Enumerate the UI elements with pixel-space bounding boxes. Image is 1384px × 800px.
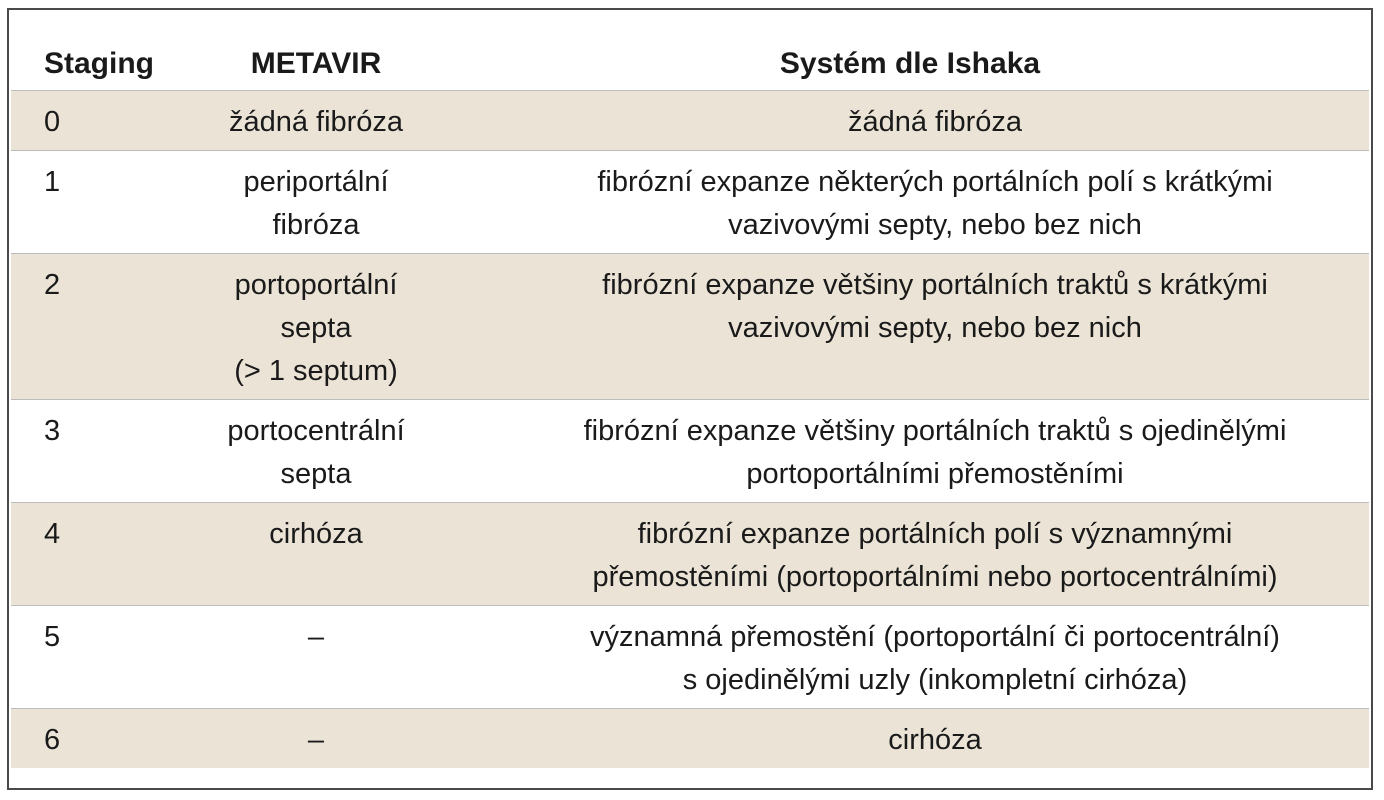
metavir-cell [211, 606, 481, 709]
metavir-line: (> 1 septum) [234, 355, 398, 387]
header-ishak: Systém dle Ishaka [779, 47, 1041, 80]
stage-cell: 0 [11, 91, 211, 151]
table-row [11, 151, 1369, 254]
metavir-line: septa [280, 312, 352, 344]
metavir-line: portoportální [234, 269, 398, 301]
ishak-line: s ojedinělými uzly (inkompletní cirhóza) [682, 664, 1188, 696]
ishak-cell [481, 709, 1369, 769]
stage-cell: 1 [11, 151, 211, 254]
stage-cell: 3 [11, 400, 211, 503]
ishak-line: přemostěními (portoportálními nebo portocentrálními) [592, 561, 1278, 593]
metavir-cell [211, 151, 481, 254]
ishak-line: fibrózní expanze většiny portálních traktů s krátkými [602, 269, 1268, 301]
ishak-line: fibrózní expanze některých portálních polí s krátkými [597, 166, 1273, 198]
metavir-line: – [307, 621, 325, 653]
metavir-line: žádná fibróza [228, 106, 404, 138]
ishak-line: fibrózní expanze většiny portálních traktů s ojedinělými [583, 415, 1287, 447]
staging-table-frame [7, 8, 1373, 790]
metavir-cell [211, 503, 481, 606]
table-row [11, 709, 1369, 769]
stage-cell: 5 [11, 606, 211, 709]
fibrosis-staging-table [11, 38, 1369, 768]
table-row [11, 254, 1369, 400]
ishak-line: vazivovými septy, nebo bez nich [728, 312, 1142, 344]
table-row [11, 400, 1369, 503]
metavir-cell [211, 709, 481, 769]
ishak-line: významná přemostění (portoportální či portocentrální) [590, 621, 1280, 653]
ishak-line: žádná fibróza [847, 106, 1023, 138]
ishak-line: fibrózní expanze portálních polí s významnými [637, 518, 1233, 550]
ishak-cell [481, 503, 1369, 606]
table-row [11, 606, 1369, 709]
ishak-cell [481, 400, 1369, 503]
stage-cell: 4 [11, 503, 211, 606]
stage-cell: 2 [11, 254, 211, 400]
metavir-line: cirhóza [269, 518, 363, 550]
metavir-line: septa [280, 458, 352, 490]
ishak-line: portoportálními přemostěními [746, 458, 1124, 490]
ishak-line: cirhóza [888, 724, 982, 756]
table-header-row [11, 38, 1369, 91]
metavir-line: fibróza [272, 209, 360, 241]
ishak-cell [481, 151, 1369, 254]
ishak-cell [481, 91, 1369, 151]
stage-cell: 6 [11, 709, 211, 769]
table-row [11, 503, 1369, 606]
metavir-line: portocentrální [227, 415, 405, 447]
ishak-line: vazivovými septy, nebo bez nich [728, 209, 1142, 241]
table-row [11, 91, 1369, 151]
header-staging: Staging [44, 47, 154, 80]
metavir-cell [211, 91, 481, 151]
metavir-cell [211, 400, 481, 503]
metavir-line: – [307, 724, 325, 756]
metavir-cell [211, 254, 481, 400]
metavir-line: periportální [243, 166, 389, 198]
ishak-cell [481, 254, 1369, 400]
ishak-cell [481, 606, 1369, 709]
header-metavir: METAVIR [250, 47, 382, 80]
